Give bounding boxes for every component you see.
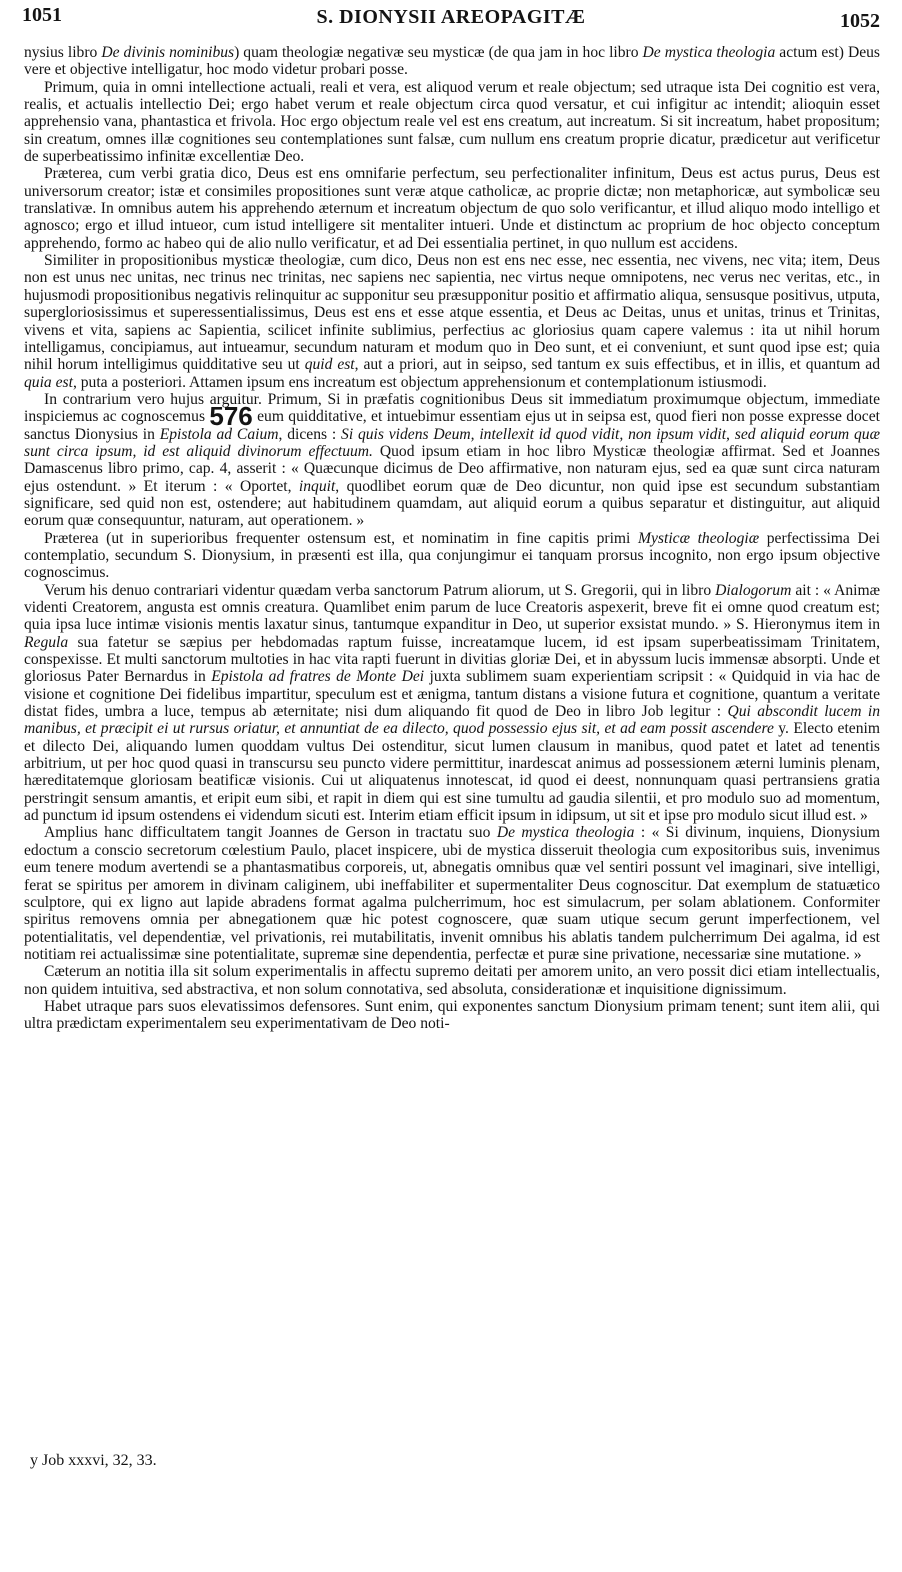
text-run: Verum his denuo contrariari videntur quædam verba sanctorum Patrum aliorum, ut S. Gregorii, qui in libro (44, 581, 716, 599)
text-run: y. Electo etenim et dilecto Dei, aliquando lumen quoddam vultus Dei ostenditur, sicut lumen clausum in manibus, quod patet et latet ad tenentis arbitrium, ut per hoc quod quasi in transcursu seu puncto videre permittitur, inardescat animus ad possessionem æterni luminis plenam, hæreditatemque gloriosam beatificæ visionis. Cui ut aliquatenus innotescat, id quod ei deest, nonnunquam quasi pertransiens gratia perstringit sensum amantis, et eripit eum sibi, et rapit in diem qui est sine tumultu ad gaudia silentii, et pro modulo suo ad momentum, ad punctum id ipsum ostendens ei videndum sicuti est. Interim etiam efficit ipsum in idipsum, ut sit et ipse pro modulo sicut illud est. » (24, 720, 880, 825)
italic-text: quid est (304, 356, 355, 374)
text-run: Primum, quia in omni intellectione actuali, reali et vera, est aliquod verum et reale objectum; sed utraque ista Dei cognitio est vera, realis, et actualis intellectio Dei; ergo habet verum et reale objectum circa quod versatur, et cui infigitur ac intendit; alioquin esset apprehensio vana, phantastica et frivola. Hoc ergo objectum reale vel est ens creatum, aut increatum. Si sit increatum, habet propositum; sin creatum, omnes illæ cognitiones seu contemplationes sunt falsæ, cum nullum ens creatum proprie dicatur, prædicetur aut verificetur de superbeatissimo infinitæ excellentiæ Deo. (24, 78, 880, 166)
page-number-right: 1052 (840, 10, 880, 32)
text-run: Præterea, cum verbi gratia dico, Deus est ens omnifarie perfectum, seu perfectionaliter infinitum, Deus est actus purus, Deus est universorum creator; istæ et consimiles propositiones sunt veræ atque catholicæ, ac proprie dictæ; non metaphoricæ, aut symbolicæ seu translativæ. In omnibus autem his apprehendo æternum et increatum objectum de quo solo verificantur, et illud aliquo modo intelligo et agnosco; ergo et illud intueor, cum istud intelligere sit mentaliter intueri. Unde et distinctum ac proprium de hoc objecto conceptum apprehendo, formo ac habeo qui de alio nullo verificatur, et ad Dei essentialia pertinet, in quo nullum est accidens. (24, 165, 880, 252)
running-title: S. DIONYSII AREOPAGITÆ (316, 6, 586, 28)
paragraph (24, 530, 880, 582)
text-run: ait : « Animæ videnti Creatorem, angusta est omnis creatura. Quamlibet enim parum de luce Creatoris aspexerit, breve fit ei omne quod creatum est; quia ipsa luce intimæ visionis mentis laxatur sinus, tantumque expanditur in Deo, ut superior exsistat mundo. » S. Hieronymus item in (24, 581, 880, 634)
italic-text: Si quis videns Deum, intellexit id quod vidit, non ipsum vidit, sed aliquid eorum quæ sunt circa ipsum, id est aliquid divinorum effectuum. (24, 425, 880, 460)
paragraph (24, 44, 880, 79)
paragraph (24, 998, 880, 1033)
italic-text: quia est (24, 373, 73, 391)
text-run: , quodlibet eorum quæ de Deo dicuntur, non quid ipse est secundum substantiam significare, sed quid non est, ostendere; aut habitudinem quamdam, aut aliquid eorum a quibus separatur et distinguitur, aut aliquid eorum quæ consequuntur, naturam, aut operationem. » (24, 477, 880, 530)
text-run: , puta a posteriori. Attamen ipsum ens increatum est objectum apprehensionum et contemplationum istiusmodi. (72, 373, 767, 391)
text-run: juxta sublimem suam experientiam scripsit : « Quidquid in via hac de visione et cognitione Dei fidelibus impartitur, speculum est et ænigma, tantum distans a visione futura et cognitione, quantum a veritate distat fides, umbra a luce, tempus ab æternitate; nisi dum aliquando fit quod de Deo in libro Job legitur : (24, 668, 881, 721)
paragraph (24, 391, 880, 530)
paragraph (24, 252, 880, 391)
text-run: sua fatetur se sæpius per hebdomadas raptum fuisse, increatamque lucem, id est ipsam superbeatissimam Trinitatem, conspexisse. Et multi sanctorum multoties in hac vita rapti fuerunt in divitias gloriæ Dei, et in abyssum lucis immensæ absorpti. Unde et gloriosus Pater Bernardus in (24, 633, 880, 686)
italic-text: Regula (24, 633, 69, 651)
paragraph (24, 79, 880, 166)
text-run: , aut a priori, aut in seipso, sed tantum ex suis effectibus, et in illis, et quantum ad (354, 356, 880, 374)
text-run: Cæterum an notitia illa sit solum experimentalis in affectu supremo deitati per amorem unito, an vero possit dici etiam intellectualis, non quidem intuitiva, sed abstractiva, et non solum connotativa, sed absoluta, considerationæ et inquisitione dignissimum. (24, 963, 880, 998)
text-run: In contrarium vero hujus arguitur. Primum, Si in præfatis cognitionibus Deus sit immediatum proximumque objectum, immediate inspiciemus ac cognoscemus (24, 390, 880, 426)
footnote: y Job xxxvi, 32, 33. (30, 1452, 157, 1469)
italic-text: De mystica theologia (496, 824, 635, 842)
italic-text: De divinis nominibus (101, 44, 235, 61)
italic-text: Epistola ad Caium (159, 425, 279, 443)
italic-text: De mystica theologia (642, 44, 776, 61)
text-run: , dicens : (278, 425, 342, 443)
page-header (22, 4, 880, 38)
text-run: nysius libro (24, 44, 102, 61)
paragraph (24, 165, 880, 252)
paragraph (24, 582, 880, 825)
italic-text: Epistola ad fratres de Monte Dei (211, 668, 425, 686)
text-run: actum est) Deus vere et objective intelligatur, hoc modo videtur probari posse. (24, 44, 880, 79)
text-run: ) quam theologiæ negativæ seu mysticæ (de qua jam in hoc libro (234, 44, 643, 61)
text-run: Amplius hanc difficultatem tangit Joannes de Gerson in tractatu suo (44, 824, 497, 842)
text-run: Quod ipsum etiam in hoc libro Mysticæ theologiæ affirmat. Sed et Joannes Damascenus libro primo, cap. 4, asserit : « Quæcunque dicimus de Deo affirmative, non naturam ejus, sed ea quæ sunt circa naturam ejus ostendunt. » Et iterum : « Oportet, (24, 442, 880, 495)
margin-number: 576 (209, 401, 253, 432)
paragraph (24, 963, 880, 998)
text-run: eum quidditative, et intuebimur essentiam ejus ut in seipsa est, quod fieri non posse expresse docet sanctus Dionysius in (24, 408, 880, 443)
italic-text: Qui abscondit lucem in manibus, et præcipit ei ut rursus oriatur, et annuntiat de ea dilecto, quod possessio ejus sit, et ad eam possit ascendere (24, 703, 880, 738)
text-run: Præterea (ut in superioribus frequenter ostensum est, et nominatim in fine capitis primi (44, 529, 639, 547)
text-run: Similiter in propositionibus mysticæ theologiæ, cum dico, Deus non est ens nec esse, nec essentia, nec vivens, nec vita; item, Deus non est unus nec unitas, nec trinus nec trinitas, nec sapiens nec sapientia, nec virtus neque omnipotens, nec verus nec veritas, etc., in hujusmodi propositionibus negativis relinquitur ac supponitur seu præsupponitur positio et affirmatio aliqua, sensusque positivus, utputa, supergloriosissimus et superessentialissimus, Deus est ens et esse atque essentia, et Deus ac Deitas, unus et unitas, trinus et Trinitas, vivens et vita, sapiens ac Sapientia, scilicet infinite sublimius, perfectius ac gloriosius quam capere valemus : ita ut nihil horum intelligamus, concipiamus, aut intueamur, secundum naturam et modum quo in Deo sunt, et ei conveniunt, et sunt quod ipse est; quia nihil horum intelligimus quidditative seu ut (24, 252, 880, 374)
italic-text: inquit (298, 477, 336, 495)
main-text (24, 44, 880, 1033)
paragraph (24, 824, 880, 963)
text-run: Habet utraque pars suos elevatissimos defensores. Sunt enim, qui exponentes sanctum Dionysium primam tenent; sunt item alii, qui ultra prædictam experimentalem seu experimentativam de Deo noti- (24, 997, 880, 1033)
text-run: : « Si divinum, inquiens, Dionysium edoctum a conscio secretorum cœlestium Paulo, placet inspicere, ubi de mystica disseruit theologia cum expositoribus suis, invenimus eum tenere modum avertendi se a phantasmatibus corporeis, ut, abnegatis omnibus quæ vel sentiri possunt vel imaginari, sive intelligi, ferat se spiritus per amorem in divinam caliginem, ubi ineffabiliter et supermentaliter Deus cognoscitur. Dat exemplum de statuætico sculptore, qui ex ligno aut lapide abradens format agalma pulcherrimum, hoc est simulacrum, per solam ablationem. Conformiter spiritus removens omnia per abnegationem quæ hic potest cognoscere, quæ suam utique secum gerunt imperfectionem, vel potentialitatis, vel dependentiæ, vel privationis, rei mutabilitatis, invenit omnibus his ablatis tandem pulcherrimum Dei agalma, id est notitiam rei actualissimæ sine potentialitate, supremæ sine dependentia, perfectæ et puræ sine privatione, necessariæ sine mutatione. » (24, 824, 880, 963)
italic-text: Dialogorum (715, 581, 792, 599)
text-run: perfectissima Dei contemplatio, secundum S. Dionysium, in præsenti est illa, qua conjungimur ei tanquam prorsus incognito, non ergo ipsum objective cognoscimus. (24, 529, 880, 582)
page-number-left: 1051 (22, 4, 62, 26)
italic-text: Mysticæ theologiæ (638, 529, 760, 547)
